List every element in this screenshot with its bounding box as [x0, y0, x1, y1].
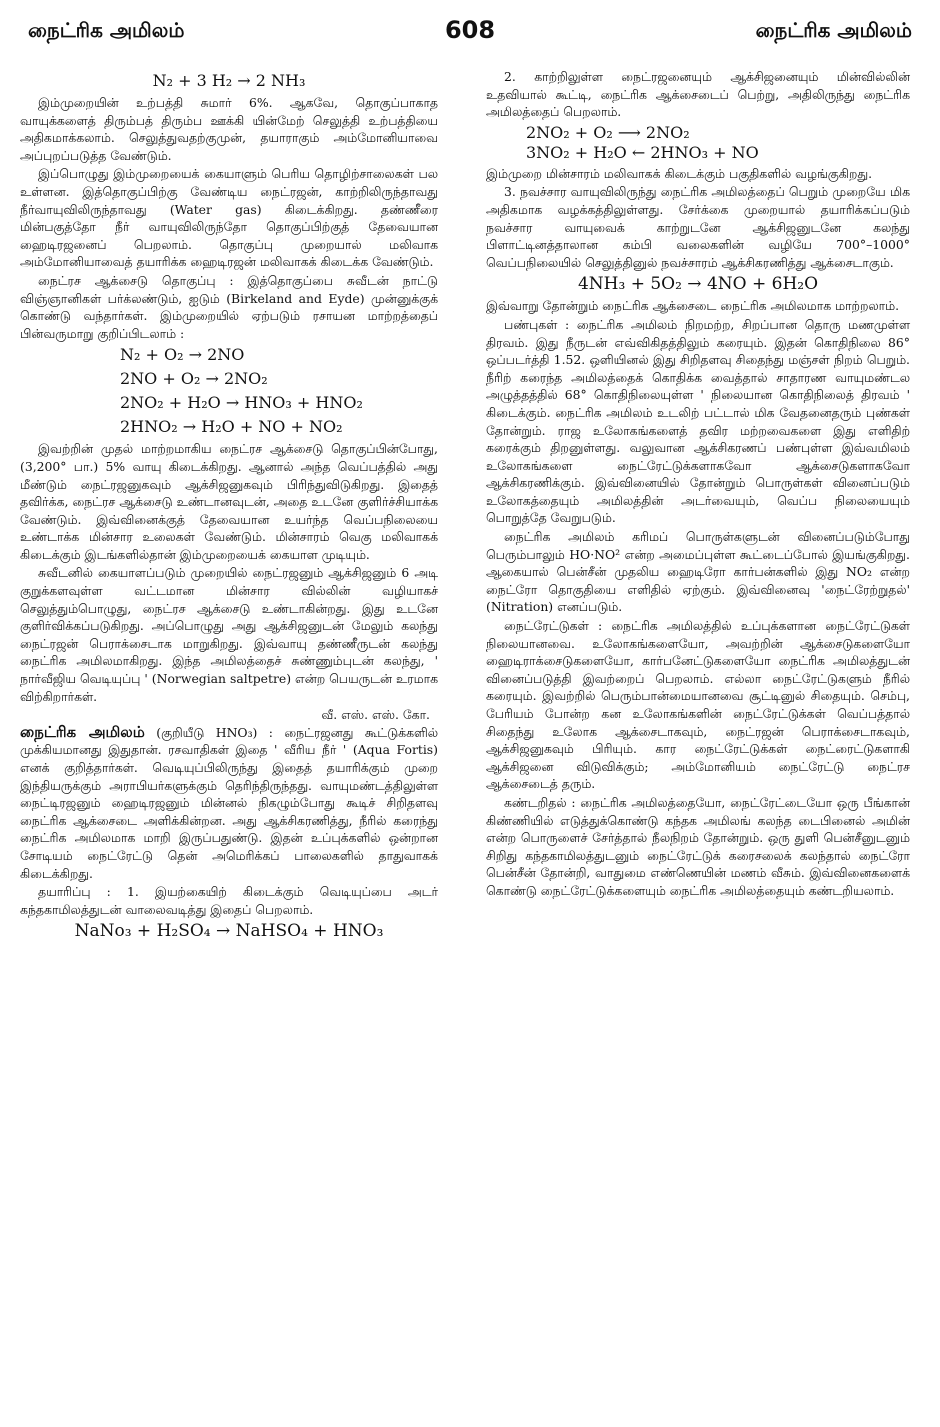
article-intro — [20, 724, 438, 882]
equation: 4NH₃ + 5O₂ → 4NO + 6H₂O — [577, 274, 819, 295]
paragraph: இவ்வாறு தோன்றும் நைட்ரிக ஆக்சைடை நைட்ரிக அமிலமாக மாற்றலாம். — [486, 298, 900, 314]
equation: N₂ + 3 H₂ → 2 NH₃ — [152, 71, 306, 90]
paragraph: 3. நவச்சார வாயுவிலிருந்து நைட்ரிக அமிலத்தைப் பெறும் முறையே மிக அதிகமாக வழக்கத்திலுள்ளது. சேர்க்கை முறையால் தயாரிக்கப்படும் நவச்சார வாயுவைக் காற்றுடனே ஆக்சிஜனுடனே கலந்து பிளாட்டினத்தாலான கம்பி வலைகளின் வழியே 700°–1000° வெப்பநிலையில் செலுத்தினுல் நவச்சாரம் ஆக்சிகரணித்து ஆக்சைடாகும். — [486, 184, 910, 270]
paragraph: இவற்றின் முதல் மாற்றமாகிய நைட்ரச ஆக்சைடு தொகுப்பின்போது, (3,200° பா.) 5% வாயு கிடைக்கிறது. ஆனால் அந்த வெப்பத்தில் அது மீண்டும் நைட்ரஜனுகவும் ஆக்சிஜனுகவும் பிரிந்துவிடுகிறது. இதைத் தவிர்க்க, நைட்ரச ஆக்சைடு உண்டானவுடன், அதை உடனே குளிர்ச்சியாக்க வேண்டும். இவ்வினைக்குத் தேவையான உயர்ந்த வெப்பநிலையை உண்டாக்க மின்சார உலைகள் வேண்டும். மின்சாரம் வெகு மலிவாகக் கிடைக்கும் இடங்களில்தான் இம்முறையைக் கையாள முடியும். — [20, 441, 438, 562]
paragraph: நைட்ரேட்டுகள் : நைட்ரிக அமிலத்தில் உப்புக்களான நைட்ரேட்டுகள் நிலையானவை. உலோகங்களையோ, அவற்றின் ஆக்சைடுகளையோ ஹைடிராக்சைடுகளையோ, கார்பனேட்டுகளையோ நைட்ரிக அமிலத்துடன் வினைப்படுத்தி இவற்றைப் பெறலாம். எல்லா நைட்ரேட்டுகளும் நீரில் கரையும். இவற்றில் பெரும்பான்மையானவை சூட்டினுல் சிதையும். செம்பு, பேரியம் போன்ற கன உலோகங்களின் நைட்ரேட்டுக்கள் வெப்பத்தால் சிதைந்து உலோக ஆக்சைடாகவும், நைட்ரஜன் பெராக்சைடாகவும், ஆக்சிஜனுகவும் பிரியும். கார நைட்ரேட்டுக்கள் நைட்ரைட்டுகளாகி ஆக்சிஜனை விடுவிக்கும்; அம்மோனியம் நைட்ரேட்டு நைட்ரச ஆக்சைடைத் தரும். — [486, 618, 910, 792]
equation: 2NO + O₂ → 2NO₂ — [120, 369, 268, 389]
paragraph: சுவீடனில் கையாளப்படும் முறையில் நைட்ரஜனும் ஆக்சிஜனும் 6 அடி குறுக்களவுள்ள வட்டமான மின்சார வில்லின் வழியாகச் செலுத்தும்பொழுது, நைட்ரச ஆக்சைடு உண்டாகின்றது. இது உடனே குளிர்விக்கப்படுகிறது. அப்பொழுது அது ஆக்சிஜனுடன் மேலும் கலந்து நைட்ரஜன் பெராக்சைடாக மாறுகிறது. இவ்வாயு தண்ணீருடன் கலந்து நைட்ரிக அமிலமாகிறது. இந்த அமிலத்தைச் சுண்ணும்புடன் கலந்து, ' நார்வீஜிய வெடியுப்பு ' (Norwegian saltpetre) என்ற பெயருடன் உரமாக விற்கிறார்கள். — [20, 565, 438, 704]
equation: 2HNO₂ → H₂O + NO + NO₂ — [120, 417, 343, 437]
article-heading: நைட்ரிக அமிலம் — [20, 722, 145, 741]
paragraph: கண்டறிதல் : நைட்ரிக அமிலத்தையோ, நைட்ரேட்டையோ ஒரு பீங்கான் கிண்ணியில் எடுத்துக்கொண்டு கந்தக அமிலங் கலந்த டைபினைல் அமின் என்ற பொருளைச் சேர்த்தால் நீலநிறம் தோன்றும். ஒரு துளி பென்சீனுடனும் சிறிது கந்தகாமிலத்துடனும் நைட்ரேட்டுக் கரைசலைக் கலந்தால் நைட்ரோ பென்சீன் தோன்றி, வாதுமை எண்ணெயின் மணம் வீசும். இவ்வினைகளைக் கொண்டு நைட்ரேட்டுக்களையும் நைட்ரிக அமிலத்தையும் கண்டறியலாம். — [486, 794, 910, 898]
equation: N₂ + O₂ → 2NO — [120, 345, 245, 365]
paragraph: நைட்ரச ஆக்சைடு தொகுப்பு : இத்தொகுப்பை சுவீடன் நாட்டு விஞ்ஞானிகள் பர்க்லண்டும், ஐடும் (Birkeland and Eyde) முன்னுக்குக் கொண்டு வந்தார்கள். இம்முறையில் ஏற்படும் ரசாயன மாற்றத்தைப் பின்வருமாறு குறிப்பிடலாம் : — [20, 272, 438, 341]
paragraph: 2. காற்றிலுள்ள நைட்ரஜனையும் ஆக்சிஜனையும் மின்வில்லின் உதவியால் கூட்டி, நைட்ரிக ஆக்சைடைப் பெற்று, அதிலிருந்து நைட்ரிக அமிலத்தைப் பெறலாம். — [486, 69, 910, 120]
paragraph: நைட்ரிக அமிலம் கரிமப் பொருள்களுடன் வினைப்படும்போது பெரும்பாலும் HO·NO² என்ற அமைப்புள்ள கூட்டைப்போல் இயங்குகிறது. ஆகையால் பென்சீன் முதலிய ஹைடிரோ கார்பன்களில் இது NO₂ என்ற நைட்ரோ தொகுதியை எளிதில் ஏற்கும். இவ்வினைவு 'நைட்ரேற்றுதல்' (Nitration) எனப்படும். — [486, 529, 910, 615]
author-signature: வீ. எஸ். எஸ். கோ. — [321, 707, 430, 723]
paragraph: தயாரிப்பு : 1. இயற்கையிற் கிடைக்கும் வெடியுப்பை அடர் கந்தகாமிலத்துடன் வாலைவடித்து இதைப் பெறலாம். — [20, 884, 438, 917]
running-title-right: நைட்ரிக அமிலம் — [755, 18, 912, 42]
equation: NaNo₃ + H₂SO₄ → NaHSO₄ + HNO₃ — [74, 921, 384, 942]
equation: 3NO₂ + H₂O ← 2HNO₃ + NO — [526, 142, 759, 162]
paragraph: இம்முறையின் உற்பத்தி சுமார் 6%. ஆகவே, தொகுப்பாகாத வாயுக்களைத் திரும்பத் திரும்ப ஊக்கி யின்மேற் செலுத்தி உற்பத்தியை அதிகமாக்கலாம். செலுத்துவதற்குமுன், தயாராகும் அம்மோனியாவை அப்புறப்படுத்த வேண்டும். — [20, 95, 438, 163]
equation-group — [526, 123, 910, 163]
paragraph: இம்முறை மின்சாரம் மலிவாகக் கிடைக்கும் பகுதிகளில் வழங்குகிறது. — [486, 165, 873, 181]
paragraph: பண்புகள் : நைட்ரிக அமிலம் நிறமற்ற, சிறப்பான தொரு மணமுள்ள திரவம். இது நீருடன் எவ்விகிதத்திலும் கரையும். இதன் கொதிநிலை 86° ஒப்படர்த்தி 1.52. ஒளியினல் இது சிறிதளவு சிதைந்து மஞ்சள் நிறம் பெறும். நீரிற் கரைந்த அமிலத்தைக் கொதிக்க வைத்தால் சாதாரண வாயுமண்டல அழுத்தத்தில் 68° கொதிநிலையுள்ள ' நிலையான கொதிநிலைத் திரவம் ' கிடைக்கும். நைட்ரிக அமிலம் உடலிற் பட்டால் மிக வேதனைதரும் புண்கள் தோன்றும். ராஜ உலோகங்களைத் தவிர மற்றவைகளை இது எளிதிற் கரைக்கும் திறனுள்ளது. வலுவான ஆக்சிகரணப் பண்புள்ள இவ்வமிலம் உலோகங்களை நைட்ரேட்டுக்களாகவோ ஆக்சைடுகளாகவோ ஆக்சிகரணிக்கும். இவ்வினையில் தோன்றும் பொருள்கள் வினைப்படும் உலோகத்தையும் அமிலத்தின் அடர்வையும், வெப்ப நிலையையும் பொறுத்தே வேறுபடும். — [486, 316, 910, 526]
page-number: 608 — [444, 16, 496, 44]
paragraph: (குறியீடு HNO₃) : நைட்ரஜனது கூட்டுக்களில் முக்கியமானது இதுதான். ரசவாதிகள் இதை ' வீரிய நீர் ' (Aqua Fortis) எனக் குறித்தார்கள். வெடியுப்பிலிருந்து இதைத் தயாரிக்கும் முறை இந்தியருக்கும் அராபியர்களுக்கும் தெரிந்திருந்தது. வாயுமண்டத்திலுள்ள நைட்டிரஜனும் ஹைடிரஜனும் மின்னல் நிகழும்போது கூடிச் சிறிதளவு நைட்ரிக ஆக்சைடை அளிக்கின்றன. அது ஆக்சிகரணித்து, நீரில் கரைந்து நைட்ரிக அமிலமாக மாறி இருப்பதுண்டு. இதன் உப்புக்களில் ஒன்றான சோடியம் நைட்ரேட்டு தென் அமெரிக்கப் பாலைகளில் தாதுவாகக் கிடைக்கிறது. — [20, 724, 438, 881]
running-title-left: நைட்ரிக அமிலம் — [28, 18, 185, 42]
equation: 2NO₂ + O₂ ⟶ 2NO₂ — [526, 122, 690, 142]
right-column — [486, 68, 910, 901]
equation: 2NO₂ + H₂O → HNO₃ + HNO₂ — [120, 393, 363, 413]
page-header — [28, 18, 912, 54]
left-column — [20, 68, 438, 944]
paragraph: இப்பொழுது இம்முறையைக் கையாளும் பெரிய தொழிற்சாலைகள் பல உள்ளன. இத்தொகுப்பிற்கு வேண்டிய நைட்ரஜன், காற்றிலிருந்தாவது நீர்வாயுவிலிருந்தாவது (Water gas) கிடைக்கிறது. தண்ணீரை மின்பகுத்தோ நீர் வாயுவிலிருந்தோ தொகுப்பிற்குத் தேவையான ஹைடிரஜனைப் பெறலாம். தொகுப்பு முறையால் மலிவாக அம்மோனியாவைத் தயாரிக்க ஹைடிரஜன் மலிவாகக் கிடைக்க வேண்டும். — [20, 166, 438, 270]
